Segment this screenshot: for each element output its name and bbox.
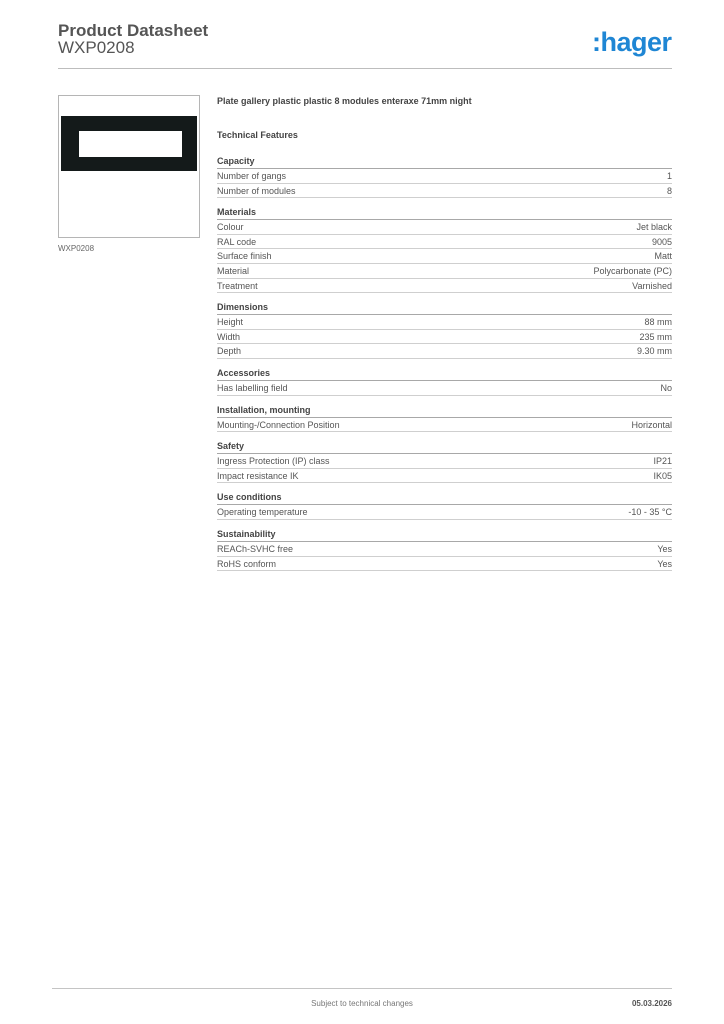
feature-section (217, 301, 672, 359)
section-title: Safety (217, 440, 672, 454)
spec-row (217, 184, 672, 199)
spec-value: 8 (666, 185, 672, 196)
spec-row (217, 381, 672, 396)
spec-label: Surface finish (217, 251, 272, 262)
spec-row (217, 418, 672, 433)
spec-label: Number of modules (217, 185, 296, 196)
document-title: Product Datasheet (58, 21, 209, 40)
spec-value: 9.30 mm (636, 346, 672, 357)
spec-label: Mounting-/Connection Position (217, 419, 340, 430)
section-title: Materials (217, 206, 672, 220)
spec-label: Impact resistance IK (217, 470, 299, 481)
spec-value: 9005 (651, 236, 672, 247)
spec-label: RAL code (217, 236, 257, 247)
spec-label: Number of gangs (217, 171, 287, 181)
spec-row (217, 315, 672, 330)
spec-row (217, 505, 672, 520)
spec-row (217, 469, 672, 484)
spec-value: Polycarbonate (PC) (593, 265, 672, 276)
product-reference: WXP0208 (58, 38, 135, 57)
feature-section (217, 206, 672, 293)
section-title: Use conditions (217, 491, 672, 505)
spec-row (217, 264, 672, 279)
spec-label: Depth (217, 346, 242, 357)
spec-value: 1 (666, 171, 672, 181)
spec-label: RoHS conform (217, 558, 277, 569)
spec-row (217, 249, 672, 264)
feature-section (217, 491, 672, 520)
section-title: Accessories (217, 367, 672, 381)
spec-value: Jet black (636, 222, 672, 233)
technical-content (217, 95, 672, 579)
spec-value: Horizontal (631, 419, 672, 430)
spec-row (217, 169, 672, 184)
feature-section (217, 528, 672, 571)
spec-value: No (660, 382, 672, 393)
spec-value: 235 mm (639, 331, 672, 342)
feature-section (217, 155, 672, 198)
product-title: Plate gallery plastic plastic 8 modules enteraxe 71mm night (217, 96, 472, 106)
product-image (58, 95, 200, 238)
features-heading: Technical Features (217, 130, 298, 140)
spec-label: REACh-SVHC free (217, 543, 294, 554)
spec-value: Yes (657, 558, 672, 569)
spec-row (217, 279, 672, 294)
spec-label: Has labelling field (217, 382, 288, 393)
spec-label: Material (217, 265, 250, 276)
feature-section (217, 440, 672, 483)
section-title: Capacity (217, 155, 672, 169)
header-divider (58, 68, 672, 69)
section-title: Sustainability (217, 528, 672, 542)
spec-label: Height (217, 317, 244, 328)
spec-value: Varnished (632, 280, 672, 291)
spec-value: IK05 (653, 470, 672, 481)
spec-row (217, 235, 672, 250)
feature-section (217, 367, 672, 396)
spec-value: Matt (654, 251, 672, 262)
spec-value: 88 mm (644, 317, 672, 328)
spec-row (217, 344, 672, 359)
feature-sections (217, 155, 672, 571)
hager-logo: :hager (592, 27, 672, 57)
spec-row (217, 542, 672, 557)
footer-divider (52, 988, 672, 989)
section-title: Dimensions (217, 301, 672, 315)
plate-opening (79, 131, 182, 157)
spec-label: Operating temperature (217, 507, 308, 518)
spec-row (217, 557, 672, 572)
plate-illustration (61, 116, 197, 171)
spec-value: IP21 (653, 456, 672, 467)
spec-label: Colour (217, 222, 244, 233)
footer-date: 05.03.2026 (631, 999, 672, 1008)
feature-section (217, 404, 672, 433)
spec-value: Yes (657, 543, 672, 554)
spec-label: Ingress Protection (IP) class (217, 456, 330, 467)
spec-label: Treatment (217, 280, 258, 291)
spec-value: -10 - 35 °C (628, 507, 672, 518)
spec-label: Width (217, 331, 241, 342)
image-caption: WXP0208 (58, 244, 95, 253)
spec-row (217, 454, 672, 469)
spec-row (217, 220, 672, 235)
section-title: Installation, mounting (217, 404, 672, 418)
footer-note: Subject to technical changes (311, 999, 413, 1008)
spec-row (217, 330, 672, 345)
